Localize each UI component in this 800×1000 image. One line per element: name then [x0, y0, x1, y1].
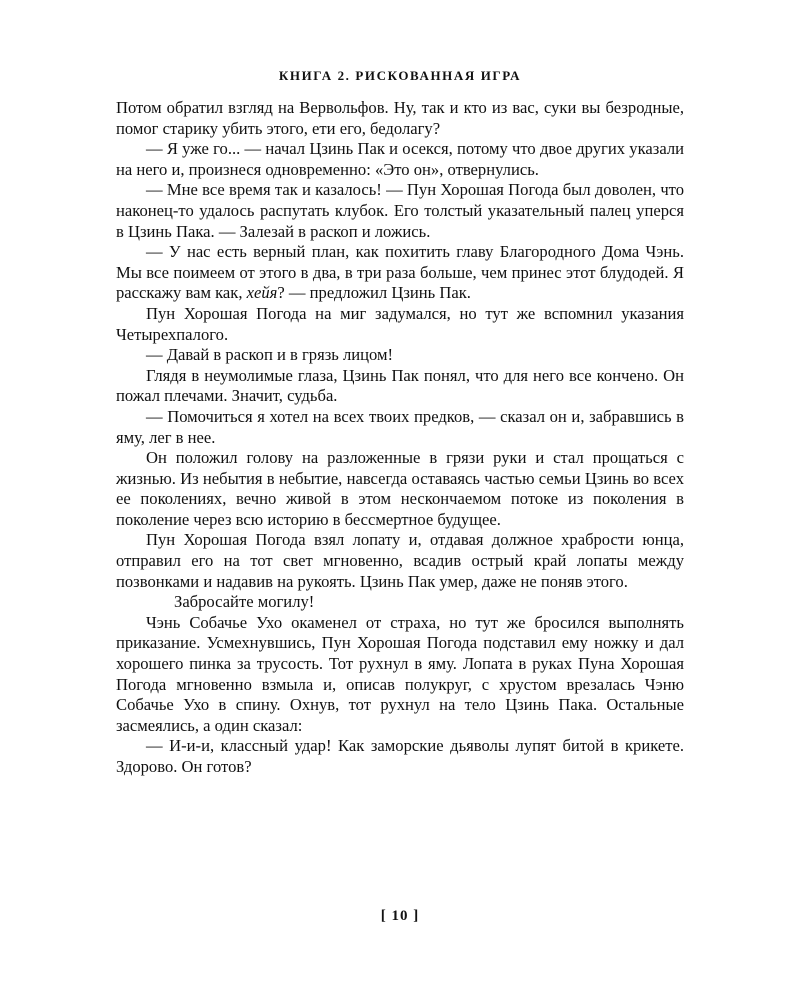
running-head: КНИГА 2. РИСКОВАННАЯ ИГРА	[278, 68, 522, 83]
paragraph: Потом обратил взгляд на Вервольфов. Ну, так и кто из вас, суки вы безродные, помог старику убить этого, ети его, бедолагу?	[116, 98, 684, 138]
paragraph	[116, 242, 684, 304]
page-number: [ 10 ]	[380, 908, 420, 924]
paragraph: — Помочиться я хотел на всех твоих предков, — сказал он и, забравшись в яму, лег в нее.	[116, 406, 684, 447]
italic-word: хейя	[246, 283, 278, 303]
paragraph: — И-и-и, классный удар! Как заморские дьяволы лупят битой в крикете. Здорово. Он готов?	[116, 736, 684, 776]
paragraph: — Давай в раскоп и в грязь лицом!	[146, 345, 394, 365]
paragraph: Чэнь Собачье Ухо окаменел от страха, но тут же бросился выполнять приказание. Усмехнувшись, Пун Хорошая Погода подставил ему ножку и дал хорошего пинка за трусость. Тот рухнул в яму. Лопата в руках Пуна Хорошая Погода мгновенно взмыла и, описав полукруг, с хрустом врезалась Чэню Собачье Ухо в спину. Охнув, тот рухнул на тело Цзинь Пака. Остальные засмеялись, а один сказал:	[116, 612, 684, 735]
paragraph: Пун Хорошая Погода взял лопату и, отдавая должное храбрости юнца, отправил его на тот свет мгновенно, всадив острый край лопаты между позвонками и надавив на рукоять. Цзинь Пак умер, даже не поняв этого.	[116, 530, 684, 591]
paragraph: Глядя в неумолимые глаза, Цзинь Пак понял, что для него все кончено. Он пожал плечами. Значит, судьба.	[116, 365, 684, 406]
paragraph: — Я уже го... — начал Цзинь Пак и осекся, потому что двое других указали на него и, произнеся одновременно: «Это он», отвернулись.	[116, 139, 684, 179]
paragraph: Забросайте могилу!	[174, 592, 315, 612]
paragraph-text: ? — предложил Цзинь Пак.	[277, 283, 471, 303]
paragraph: — Мне все время так и казалось! — Пун Хорошая Погода был доволен, что наконец-то удалось распутать клубок. Его толстый указательный палец уперся в Цзинь Пака. — Залезай в раскоп и ложись.	[116, 180, 684, 241]
paragraph-text: — У нас есть верный план, как похитить главу Благородного Дома Чэнь. Мы все поимеем от этого в два, в три раза больше, чем принес этот блудодей. Я расскажу вам как,	[116, 242, 684, 303]
paragraph: Пун Хорошая Погода на миг задумался, но тут же вспомнил указания Четырехпалого.	[116, 303, 684, 344]
paragraph: Он положил голову на разложенные в грязи руки и стал прощаться с жизнью. Из небытия в небытие, навсегда оставаясь частью семьи Цзинь во всех ее поколениях, вечно живой в этом нескончаемом потоке из поколения в поколение через всю историю в бессмертное будущее.	[116, 448, 684, 529]
body-text	[116, 98, 684, 778]
